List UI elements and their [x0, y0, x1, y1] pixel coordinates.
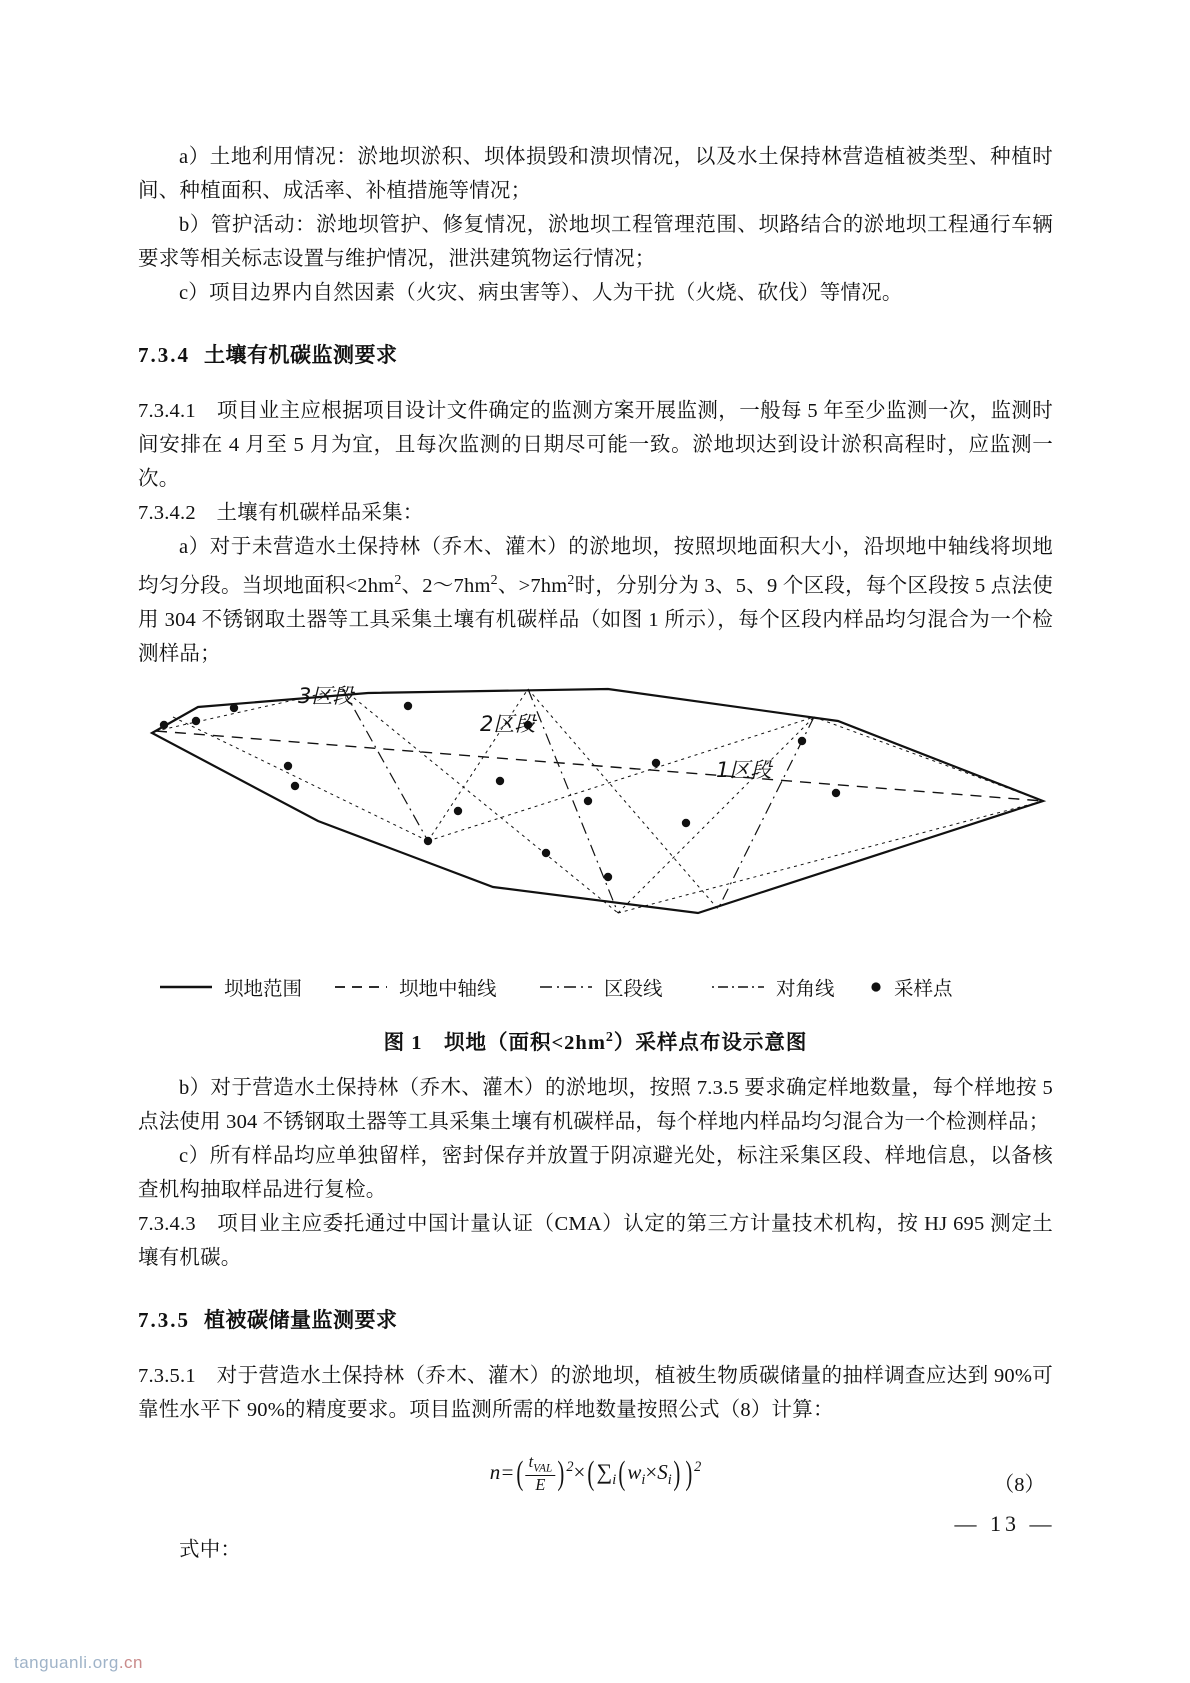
- legend-dashdot-line-icon: [538, 980, 594, 994]
- legend-dam-extent-label: 坝地范围: [224, 978, 303, 1000]
- formula-prefix: n=: [489, 1459, 515, 1484]
- heading-7-3-5: [138, 1303, 1053, 1337]
- paragraph-item-c1: c）项目边界内自然因素（火灾、病虫害等）、人为干扰（火烧、砍伐）等情况。: [179, 282, 903, 304]
- paragraph-7-3-4-1: 7.3.4.1 项目业主应根据项目设计文件确定的监测方案开展监测，一般每 5 年至少监测一次，监测时间安排在 4 月至 5 月为宜，且每次监测的日期尽可能一致。淤地坝达到设计淤积高程时，应监测一次。: [138, 400, 1053, 490]
- section-line-2: [528, 689, 618, 913]
- dam-extent-outline: [152, 689, 1043, 913]
- paragraph-item-c2: c）所有样品均应单独留样，密封保存并放置于阴凉避光处，标注采集区段、样地信息，以备核查机构抽取样品进行复检。: [138, 1144, 1053, 1201]
- sup-2b: 2: [490, 573, 498, 588]
- sample-point: [424, 837, 432, 845]
- formula-s: S: [657, 1459, 668, 1484]
- paragraph-item-b2: b）对于营造水土保持林（乔木、灌木）的淤地坝，按照 7.3.5 要求确定样地数量，每个样地按 5 点法使用 304 不锈钢取土器等工具采集土壤有机碳样品，每个样地内样品均匀混合为一个检测样品；: [138, 1076, 1053, 1133]
- formula-numerator-t: t: [528, 1451, 534, 1471]
- item-a2-part1: a）对于未营造水土保持林（乔木、灌木）的淤地坝，按照坝地面积大小，沿坝地中轴线将坝地均匀分段。当坝地面积<2hm: [138, 536, 1053, 597]
- legend-dam-extent: [158, 973, 302, 1001]
- figure-caption-sup: 2: [605, 1030, 614, 1045]
- sample-point: [652, 759, 660, 767]
- item-a2-part2: 、2～7hm: [401, 574, 491, 597]
- formula-paren-open: (: [516, 1454, 524, 1492]
- item-a2-part3: 、>7hm: [497, 574, 568, 597]
- formula-paren2-close: ): [685, 1454, 692, 1492]
- page-number: — 13 —: [954, 1511, 1056, 1536]
- sample-point: [284, 762, 292, 770]
- sample-point: [542, 849, 550, 857]
- formula-numerator: [526, 1453, 556, 1476]
- formula-inner-times: ×: [645, 1459, 658, 1484]
- formula-paren3-open: (: [618, 1454, 626, 1492]
- section-line-1: [343, 689, 428, 841]
- legend-dot-icon: [866, 980, 886, 994]
- paragraph-7-3-5-1: 7.3.5.1 对于营造水土保持林（乔木、灌木）的淤地坝，植被生物质碳储量的抽样调查应达到 90%可靠性水平下 90%的精度要求。项目监测所需的样地数量按照公式（8）计算：: [138, 1364, 1053, 1421]
- page-content: [138, 140, 1053, 1567]
- legend-diagonal-line: [710, 973, 835, 1001]
- heading-7-3-5-number: 7.3.5: [138, 1307, 190, 1332]
- heading-7-3-5-text: 植被碳储量监测要求: [204, 1307, 398, 1332]
- legend-solid-line-icon: [158, 980, 214, 994]
- sample-point: [192, 717, 200, 725]
- sample-point: [682, 819, 690, 827]
- sample-point: [604, 873, 612, 881]
- figure-legend: [138, 973, 1053, 1009]
- formula-exponent: 2: [566, 1458, 574, 1475]
- formula-8-row: [138, 1453, 1053, 1509]
- formula-denominator: E: [535, 1474, 546, 1494]
- sample-point: [454, 807, 462, 815]
- figure-1-caption: [138, 1025, 1053, 1055]
- diagonal-line-6: [528, 689, 718, 909]
- sample-point: [160, 721, 168, 729]
- formula-paren2-open: (: [587, 1454, 595, 1492]
- formula-paren-close: ): [557, 1454, 565, 1492]
- sample-point: [404, 702, 412, 710]
- where-label: 式中：: [179, 1538, 242, 1561]
- diagonal-line-1: [173, 717, 428, 841]
- formula-sum-icon: ∑: [596, 1458, 613, 1484]
- paragraph-7-3-4-2: 7.3.4.2 土壤有机碳样品采集：: [138, 502, 424, 524]
- paragraph-item-a1: a）土地利用情况：淤地坝淤积、坝体损毁和溃坝情况，以及水土保持林营造植被类型、种植时间、种植面积、成活率、补植措施等情况；: [138, 146, 1053, 202]
- sup-2c: 2: [567, 573, 575, 588]
- watermark: tanguanli.org.cn: [14, 1653, 143, 1672]
- formula-times: ×: [573, 1459, 586, 1484]
- figure-caption-part1: 图 1 坝地（面积<2hm: [383, 1031, 606, 1054]
- figure-label-section-2: 2区段: [480, 711, 536, 736]
- sample-point: [496, 777, 504, 785]
- formula-w-sub: i: [641, 1471, 646, 1488]
- formula-sum-sub: i: [612, 1471, 617, 1488]
- formula-numerator-sub: VAL: [533, 1462, 553, 1475]
- formula-s-sub: i: [667, 1471, 672, 1488]
- paragraph-7-3-4-3: 7.3.4.3 项目业主应委托通过中国计量认证（CMA）认定的第三方计量技术机构，按 HJ 695 测定土壤有机碳。: [138, 1212, 1053, 1269]
- heading-7-3-4-number: 7.3.4: [138, 343, 190, 367]
- formula-paren3-close: ): [673, 1454, 681, 1492]
- sample-point: [230, 704, 238, 712]
- formula-w: w: [627, 1459, 642, 1484]
- figure-label-section-3: 3区段: [298, 683, 354, 708]
- figure-caption-part2: ）采样点布设示意图: [613, 1031, 808, 1054]
- item-a2-part4: 时，分别分为 3、5、9 个区段，每个区段按 5 点法使用 304 不锈钢取土器等工具采集土壤有机碳样品（如图 1 所示），每个区段内样品均匀混合为一个检测样品；: [138, 574, 1053, 665]
- paragraph-item-a2: [138, 530, 1053, 671]
- diagonal-line-8: [618, 801, 1043, 913]
- sample-point: [832, 789, 840, 797]
- legend-diagonal-line-label: 对角线: [776, 978, 835, 1000]
- figure-1-svg: [138, 681, 1053, 971]
- legend-section-line: [538, 973, 663, 1001]
- sup-2a: 2: [394, 573, 402, 588]
- legend-dotdash-line-icon: [710, 980, 766, 994]
- legend-section-line-label: 区段线: [604, 978, 663, 1000]
- formula-fraction: [526, 1453, 556, 1495]
- formula-exponent-2: 2: [694, 1458, 702, 1475]
- sample-point: [584, 797, 592, 805]
- legend-dam-axis-label: 坝地中轴线: [399, 978, 497, 1000]
- figure-1-diagram: [138, 681, 1053, 971]
- sample-point: [291, 782, 299, 790]
- sample-point: [798, 737, 806, 745]
- heading-7-3-4-text: 土壤有机碳监测要求: [204, 343, 398, 367]
- figure-label-section-1: 1区段: [716, 757, 772, 782]
- formula-8-number: （8）: [993, 1473, 1045, 1496]
- paragraph-item-b1: b）管护活动：淤地坝管护、修复情况，淤地坝工程管理范围、坝路结合的淤地坝工程通行车辆要求等相关标志设置与维护情况，泄洪建筑物运行情况；: [138, 214, 1053, 270]
- legend-sample-point-label: 采样点: [894, 978, 953, 1000]
- heading-7-3-4: [138, 338, 1053, 372]
- legend-sample-point: [866, 973, 953, 1001]
- formula-8: [490, 1453, 701, 1495]
- legend-dashed-line-icon: [333, 980, 389, 994]
- diagonal-line-7: [618, 717, 814, 913]
- legend-dam-axis: [333, 973, 497, 1001]
